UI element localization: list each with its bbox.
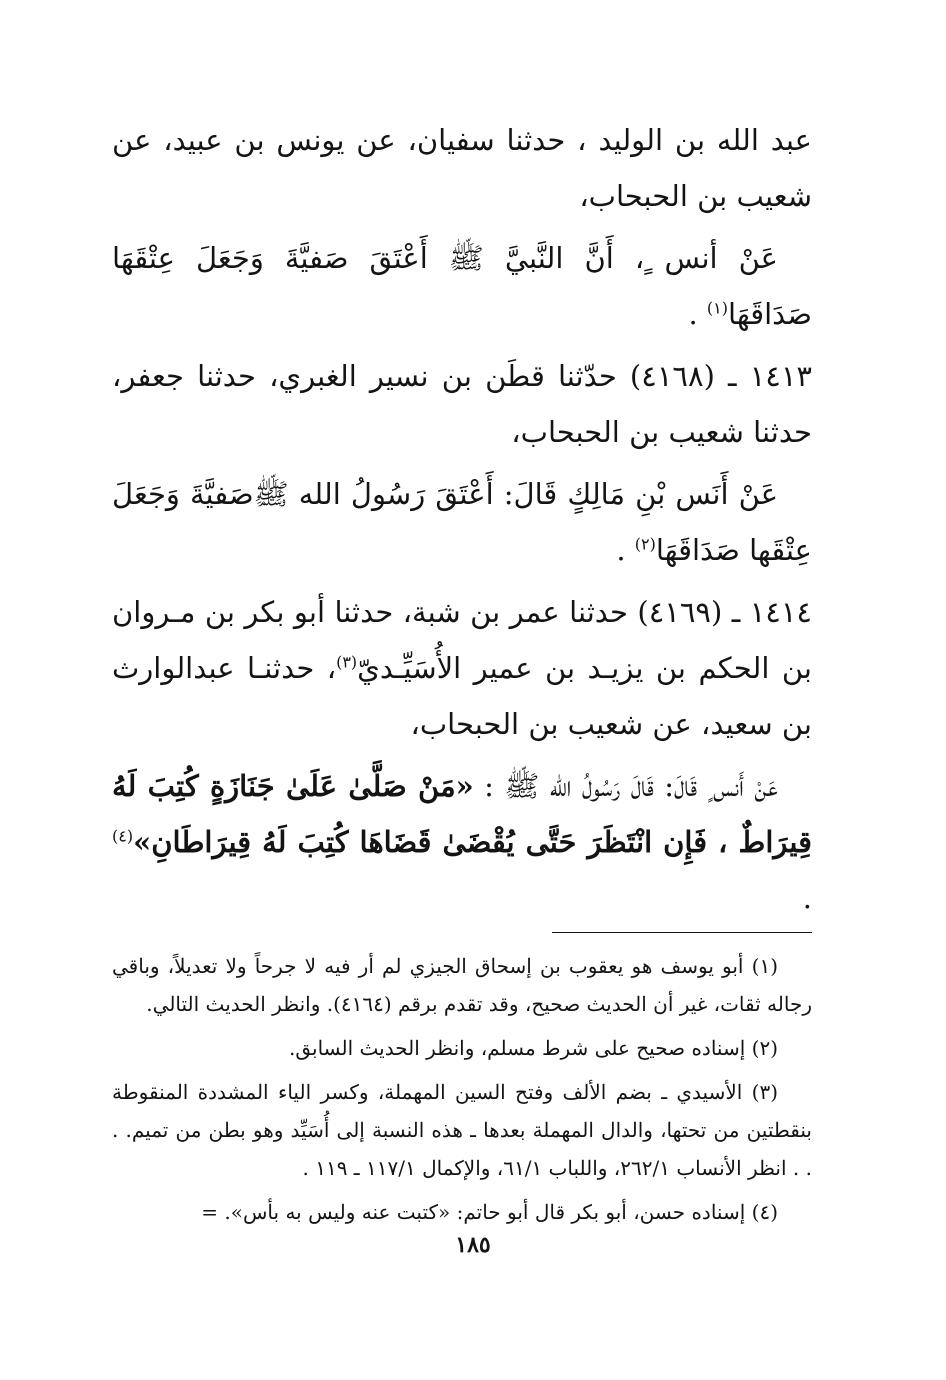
hadith-chain-continuation — [112, 112, 812, 224]
paragraph-intro: عَنْ أَنس ٍ قَالَ: قَالَ رَسُولُ الله ﷺ : — [473, 769, 778, 803]
paragraph-text: عبد الله بن الوليد ، حدثنا سفيان، عن يونس بن عبيد، عن شعيب بن الحبحاب، — [112, 123, 812, 213]
footnote-marker: (١) — [706, 298, 729, 318]
footnote-marker: (٤) — [112, 826, 134, 846]
paragraph-text: ١٤١٤ ـ (٤١٦٩) حدثنا عمر بن شبة، حدثنا أبو بكر بن مـروان بن الحكم بن يزيـد بن عمير الأُسَيِّـديّ — [112, 595, 812, 685]
paragraph-text: عَنْ أَنَس بْنِ مَالِكٍ قَالَ: أَعْتَقَ رَسُولُ الله ﷺصَفيَّةَ وَجَعَلَ عِتْقَها صَدَاقَهَا — [112, 477, 812, 567]
footnote-text: (٤) إسناده حسن، أبو بكر قال أبو حاتم: «كتبت عنه وليس به بأس». = — [201, 1200, 778, 1224]
paragraph-end: . — [616, 533, 635, 567]
paragraph-end: . — [802, 881, 812, 915]
hadith-text — [112, 230, 812, 342]
hadith-text — [112, 758, 812, 926]
paragraph-end: . — [688, 297, 707, 331]
paragraph-end: ، حدثنـا عبدالوارث بن سعيد، عن شعيب بن الحبحاب، — [112, 651, 812, 741]
page-body — [112, 112, 812, 1237]
paragraph-text: عَنْ أنس ٍ، أَنَّ النَّبيَّ ﷺ أَعْتَقَ صَفيَّةَ وَجَعَلَ عِتْقَهَا صَدَاقَهَا — [112, 241, 812, 331]
hadith-chain — [112, 348, 812, 460]
footnote-separator — [112, 932, 812, 933]
footnote — [112, 1073, 812, 1187]
footnote — [112, 1193, 812, 1231]
footnote-text: (١) أبو يوسف هو يعقوب بن إسحاق الجيزي لم أر فيه لا جرحاً ولا تعديلاً، وباقي رجاله ثقات، غير أن الحديث صحيح، وقد تقدم برقم (٤١٦٤). وانظر الحديث التالي. — [112, 954, 812, 1016]
footnote — [112, 947, 812, 1023]
hadith-text — [112, 466, 812, 578]
paragraph-text: ١٤١٣ ـ (٤١٦٨) حدّثنا قطَن بن نسير الغبري، حدثنا جعفر، حدثنا شعيب بن الحبحاب، — [112, 359, 813, 449]
footnote-text: (٣) الأسيدي ـ بضم الألف وفتح السين المهملة، وكسر الياء المشددة المنقوطة بنقطتين من تحتها، والدال المهملة بعدها ـ هذه النسبة إلى أُسَيِّد وهو بطن من تميم. . . . انظر الأنساب ٢٦٢/١، واللباب ٦١/١، والإكمال ١١٧/١ ـ ١١٩ . — [112, 1080, 812, 1180]
page-number: ١٨٥ — [455, 1232, 491, 1258]
separator-line — [552, 932, 812, 933]
hadith-chain — [112, 584, 812, 752]
footnote-marker: (٣) — [336, 652, 358, 672]
footnote — [112, 1029, 812, 1067]
prophetic-quote: «مَنْ صَلَّىٰ عَلَىٰ جَنَازَةٍ كُتِبَ لَهُ قِيرَاطٌ ، فَإِن انْتَظَرَ حَتَّى يُقْضَىٰ قَضَاهَا كُتِبَ لَهُ قِيرَاطَانِ» — [112, 769, 812, 859]
footnote-text: (٢) إسناده صحيح على شرط مسلم، وانظر الحديث السابق. — [288, 1036, 778, 1060]
footnote-marker: (٢) — [634, 534, 656, 554]
